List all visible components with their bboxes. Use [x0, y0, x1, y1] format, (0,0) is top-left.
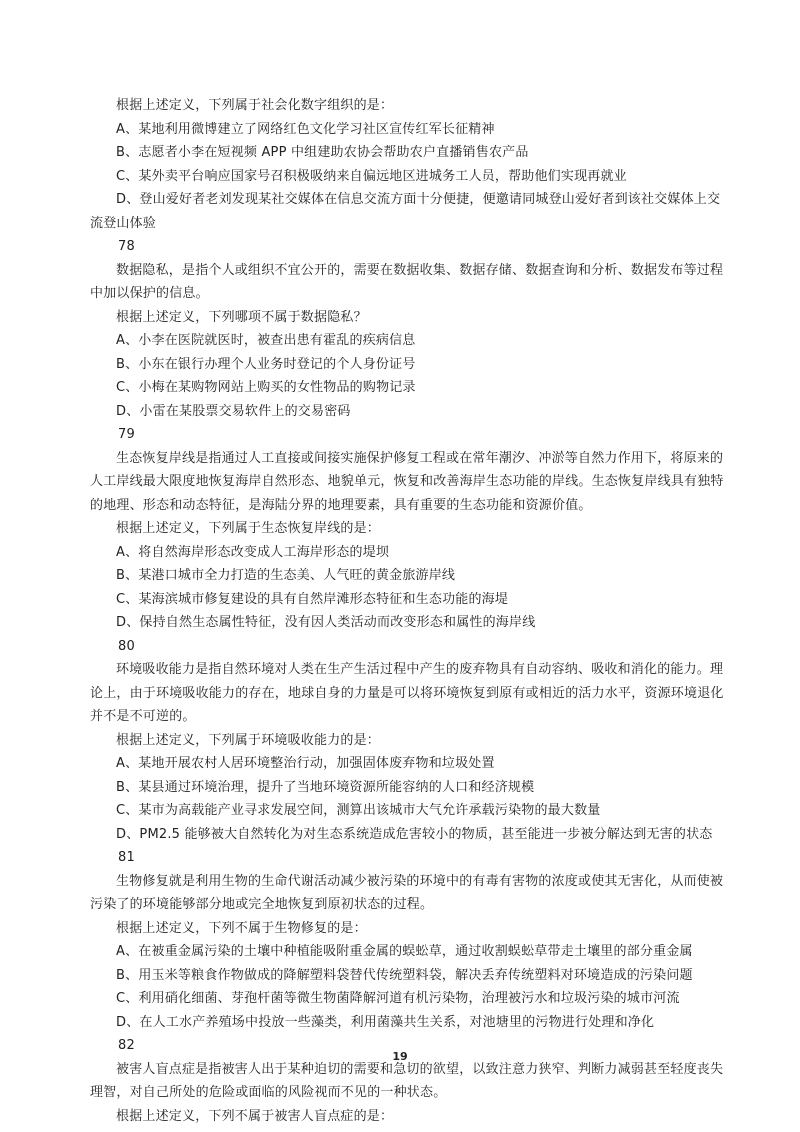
option-d: D、小雷在某股票交易软件上的交易密码	[116, 403, 351, 419]
option-d: D、在人工水产养殖场中投放一些藻类，利用菌藻共生关系，对池塘里的污物进行处理和净化	[116, 1014, 655, 1030]
option-d: D、登山爱好者老刘发现某社交媒体在信息交流方面十分便捷，便邀请同城登山爱好者到该社交媒体上交	[116, 192, 721, 207]
question-number: 81	[118, 850, 135, 865]
definition-line: 的地理、形态和动态特征，是海陆分界的地理要素，具有重要的生态功能和资源价值。	[90, 497, 592, 513]
option-b: B、志愿者小李在短视频 APP 中组建助农协会帮助农户直播销售农产品	[116, 145, 529, 160]
question-number: 78	[118, 239, 135, 254]
option-b: B、用玉米等粮食作物做成的降解塑料袋替代传统塑料袋，解决丢弃传统塑料对环境造成的污染问题	[116, 967, 693, 983]
definition-line: 生物修复就是利用生物的生命代谢活动减少被污染的环境中的有毒有害物的浓度或使其无害化，从而使被	[116, 873, 724, 889]
option-c: C、小梅在某购物网站上购买的女性物品的购物记录	[116, 380, 416, 395]
question-stem: 根据上述定义，下列属于生态恢复岸线的是：	[116, 521, 381, 536]
question-number: 80	[118, 638, 135, 654]
page-number: 19	[392, 1050, 408, 1063]
definition-line: 环境吸收能力是指自然环境对人类在生产生活过程中产生的废弃物具有自动容纳、吸收和消化的能力。理	[116, 662, 724, 677]
definition-line: 人工岸线最大限度地恢复海岸自然形态、地貌单元，恢复和改善海岸生态功能的岸线。生态恢复岸线具有独特	[90, 474, 724, 489]
option-c: C、某市为高载能产业寻求发展空间，测算出该城市大气允许承载污染物的最大数量	[116, 803, 601, 818]
definition-line: 理智，对自己所处的危险或面临的风险视而不见的一种状态。	[90, 1085, 447, 1100]
option-a: A、某地开展农村人居环境整治行动，加强固体废弃物和垃圾处置	[116, 756, 495, 771]
question-number: 82	[118, 1038, 135, 1053]
option-a: A、某地利用微博建立了网络红色文化学习社区宣传红军长征精神	[116, 121, 495, 137]
definition-line: 数据隐私，是指个人或组织不宜公开的，需要在数据收集、数据存储、数据查询和分析、数据发布等过程	[116, 262, 724, 278]
option-b: B、某县通过环境治理，提升了当地环境资源所能容纳的人口和经济规模	[116, 779, 535, 795]
question-stem: 根据上述定义，下列不属于生物修复的是：	[116, 920, 367, 936]
definition-line: 污染了的环境能够部分地或完全地恢复到原初状态的过程。	[90, 897, 434, 912]
question-number: 79	[118, 427, 135, 442]
option-c: C、某海滨城市修复建设的具有自然岸滩形态特征和生态功能的海堤	[116, 591, 509, 607]
option-d-continuation: 流登山体验	[90, 215, 157, 231]
option-d: D、保持自然生态属性特征，没有因人类活动而改变形态和属性的海岸线	[116, 615, 536, 630]
option-a: A、将自然海岸形态改变成人工海岸形态的堤坝	[116, 544, 390, 560]
option-b: B、小东在银行办理个人业务时登记的个人身份证号	[116, 356, 416, 372]
question-stem: 根据上述定义，下列不属于被害人盲点症的是：	[116, 1108, 394, 1124]
question-stem: 根据上述定义，下列哪项不属于数据隐私？	[116, 309, 367, 325]
option-a: A、小李在医院就医时，被查出患有霍乱的疾病信息	[116, 333, 416, 348]
option-b: B、某港口城市全力打造的生态美、人气旺的黄金旅游岸线	[116, 568, 456, 583]
definition-line: 论上，由于环境吸收能力的存在，地球自身的力量是可以将环境恢复到原有或相近的活力水平，资源环境退化	[90, 685, 724, 701]
definition-line: 生态恢复岸线是指通过人工直接或间接实施保护修复工程或在常年潮汐、冲淤等自然力作用下，将原来的	[116, 450, 724, 466]
definition-line: 中加以保护的信息。	[90, 286, 209, 301]
question-stem: 根据上述定义，下列属于社会化数字组织的是：	[116, 98, 394, 113]
option-c: C、某外卖平台响应国家号召积极吸纳来自偏远地区进城务工人员，帮助他们实现再就业	[116, 168, 627, 184]
definition-line: 并不是不可逆的。	[90, 709, 196, 724]
definition-line: 被害人盲点症是指被害人出于某种迫切的需要和急切的欲望，以致注意力狭窄、判断力减弱甚至轻度丧失	[116, 1061, 724, 1077]
option-a: A、在被重金属污染的土壤中种植能吸附重金属的蜈蚣草，通过收割蜈蚣草带走土壤里的部分重金属	[116, 944, 693, 959]
question-stem: 根据上述定义，下列属于环境吸收能力的是：	[116, 732, 381, 748]
option-d: D、PM2.5 能够被大自然转化为对生态系统造成危害较小的物质，甚至能进一步被分解达到无害的状态	[116, 826, 713, 842]
option-c: C、利用硝化细菌、芽孢杆菌等微生物菌降解河道有机污染物，治理被污水和垃圾污染的城市河流	[116, 991, 680, 1006]
